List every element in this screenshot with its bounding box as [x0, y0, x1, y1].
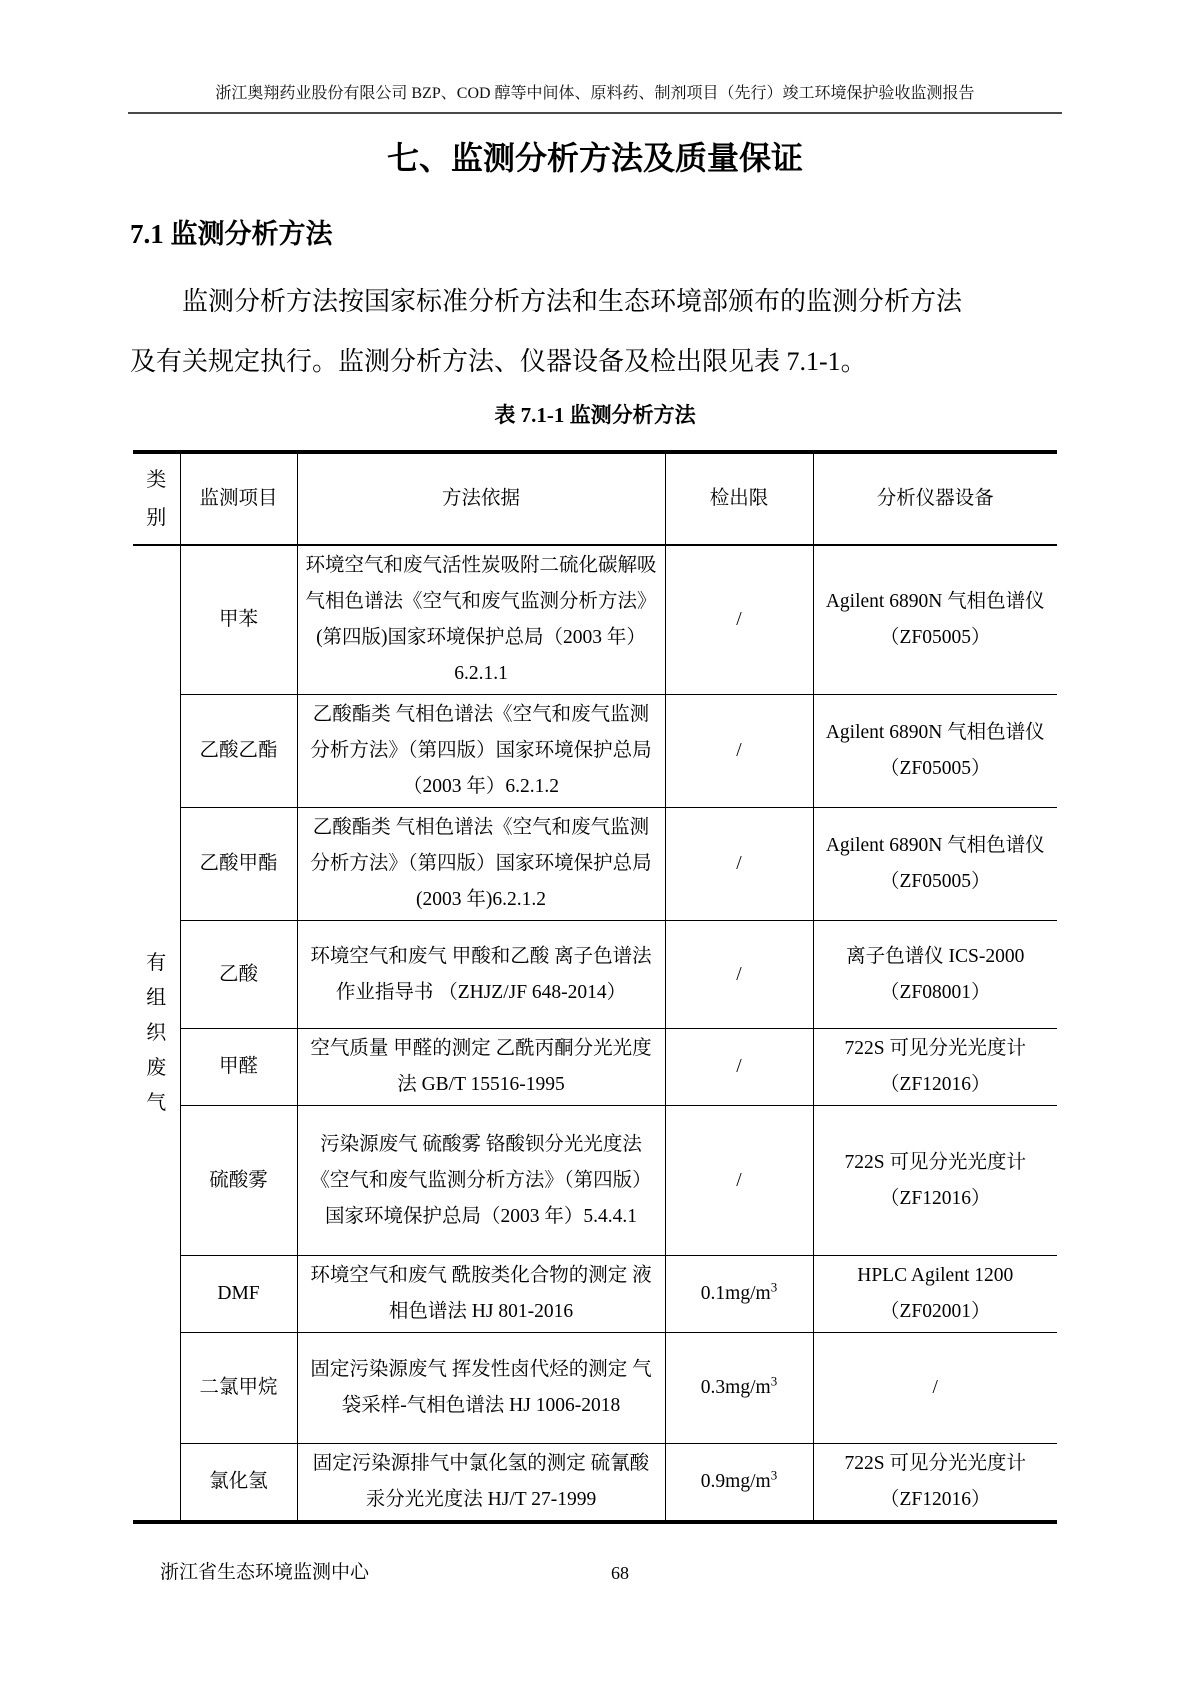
footer-org: 浙江省生态环境监测中心	[160, 1562, 370, 1583]
monitoring-methods-table	[133, 450, 1057, 1524]
instrument-cell: 离子色谱仪 ICS-2000（ZF08001）	[813, 921, 1057, 1029]
limit-cell: $0.1mg/m^3$	[665, 1256, 813, 1333]
instrument-cell: Agilent 6890N 气相色谱仪（ZF05005）	[813, 695, 1057, 808]
limit-cell: /	[665, 921, 813, 1029]
limit-cell: /	[665, 695, 813, 808]
paragraph-line: 及有关规定执行。监测分析方法、仪器设备及检出限见表 7.1-1。	[130, 347, 867, 376]
limit-cell: /	[665, 545, 813, 695]
instrument-cell: /	[813, 1333, 1057, 1444]
table-row	[133, 808, 1057, 921]
method-cell: 固定污染源废气 挥发性卤代烃的测定 气袋采样-气相色谱法 HJ 1006-2018	[297, 1333, 665, 1444]
instrument-cell: Agilent 6890N 气相色谱仪（ZF05005）	[813, 808, 1057, 921]
intro-paragraph	[130, 272, 1064, 392]
item-cell: 二氯甲烷	[180, 1333, 297, 1444]
method-cell: 环境空气和废气 甲酸和乙酸 离子色谱法 作业指导书 （ZHJZ/JF 648-2014）	[297, 921, 665, 1029]
instrument-cell: 722S 可见分光光度计（ZF12016）	[813, 1029, 1057, 1106]
item-cell: 乙酸乙酯	[180, 695, 297, 808]
table-row	[133, 921, 1057, 1029]
limit-cell: /	[665, 808, 813, 921]
item-cell: 氯化氢	[180, 1444, 297, 1523]
table-row	[133, 1029, 1057, 1106]
table-row	[133, 1333, 1057, 1444]
col-header-category: 类别	[133, 452, 180, 545]
instrument-cell: Agilent 6890N 气相色谱仪（ZF05005）	[813, 545, 1057, 695]
category-cell: 有组织废气	[133, 545, 180, 1522]
item-cell: 甲醛	[180, 1029, 297, 1106]
table-row	[133, 1256, 1057, 1333]
method-cell: 空气质量 甲醛的测定 乙酰丙酮分光光度法 GB/T 15516-1995	[297, 1029, 665, 1106]
table-caption: 表 7.1-1 监测分析方法	[494, 403, 696, 427]
limit-cell: /	[665, 1106, 813, 1256]
method-cell: 乙酸酯类 气相色谱法《空气和废气监测分析方法》（第四版）国家环境保护总局（2003 年）6.2.1.2	[297, 695, 665, 808]
page-number: 68	[611, 1563, 629, 1583]
item-cell: 硫酸雾	[180, 1106, 297, 1256]
item-cell: DMF	[180, 1256, 297, 1333]
col-header-item: 监测项目	[180, 452, 297, 545]
col-header-limit: 检出限	[665, 452, 813, 545]
section-title: 7.1 监测分析方法	[130, 219, 333, 249]
table-row	[133, 695, 1057, 808]
instrument-cell: HPLC Agilent 1200（ZF02001）	[813, 1256, 1057, 1333]
table-row	[133, 1444, 1057, 1523]
col-header-instrument: 分析仪器设备	[813, 452, 1057, 545]
limit-cell: $0.9mg/m^3$	[665, 1444, 813, 1523]
item-cell: 甲苯	[180, 545, 297, 695]
method-cell: 环境空气和废气 酰胺类化合物的测定 液相色谱法 HJ 801-2016	[297, 1256, 665, 1333]
chapter-title: 七、监测分析方法及质量保证	[386, 140, 803, 176]
table-row	[133, 1106, 1057, 1256]
method-cell: 固定污染源排气中氯化氢的测定 硫氰酸汞分光光度法 HJ/T 27-1999	[297, 1444, 665, 1523]
method-cell: 乙酸酯类 气相色谱法《空气和废气监测分析方法》（第四版）国家环境保护总局(2003 年)6.2.1.2	[297, 808, 665, 921]
running-header: 浙江奥翔药业股份有限公司 BZP、COD 醇等中间体、原料药、制剂项目（先行）竣工环境保护验收监测报告	[215, 85, 975, 102]
header-divider	[128, 112, 1062, 114]
instrument-cell: 722S 可见分光光度计（ZF12016）	[813, 1444, 1057, 1523]
paragraph-line: 监测分析方法按国家标准分析方法和生态环境部颁布的监测分析方法	[182, 287, 963, 316]
method-cell: 环境空气和废气活性炭吸附二硫化碳解吸气相色谱法《空气和废气监测分析方法》 (第四版)国家环境保护总局（2003 年）6.2.1.1	[297, 545, 665, 695]
col-header-method: 方法依据	[297, 452, 665, 545]
instrument-cell: 722S 可见分光光度计（ZF12016）	[813, 1106, 1057, 1256]
table-row	[133, 545, 1057, 695]
limit-cell: /	[665, 1029, 813, 1106]
method-cell: 污染源废气 硫酸雾 铬酸钡分光光度法《空气和废气监测分析方法》（第四版）国家环境保护总局（2003 年）5.4.4.1	[297, 1106, 665, 1256]
limit-cell: $0.3mg/m^3$	[665, 1333, 813, 1444]
item-cell: 乙酸	[180, 921, 297, 1029]
table-header-row	[133, 452, 1057, 545]
item-cell: 乙酸甲酯	[180, 808, 297, 921]
